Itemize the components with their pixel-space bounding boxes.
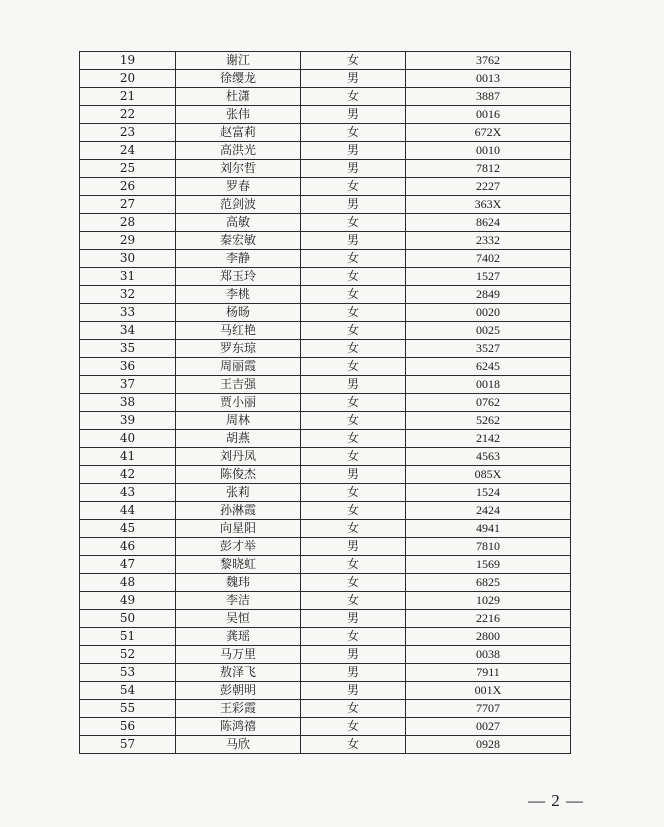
table-row (80, 376, 571, 394)
row-number-cell: 19 (80, 52, 176, 70)
id-suffix-cell: 4563 (406, 448, 571, 466)
name-cell: 周丽霞 (176, 358, 301, 376)
gender-cell: 男 (301, 610, 406, 628)
row-number-cell: 39 (80, 412, 176, 430)
row-number-cell: 31 (80, 268, 176, 286)
gender-cell: 女 (301, 628, 406, 646)
name-cell: 刘丹凤 (176, 448, 301, 466)
id-suffix-cell: 3887 (406, 88, 571, 106)
table-row (80, 448, 571, 466)
id-suffix-cell: 1527 (406, 268, 571, 286)
row-number-cell: 37 (80, 376, 176, 394)
gender-cell: 女 (301, 718, 406, 736)
gender-cell: 女 (301, 286, 406, 304)
gender-cell: 女 (301, 304, 406, 322)
table-row (80, 196, 571, 214)
id-suffix-cell: 672X (406, 124, 571, 142)
gender-cell: 女 (301, 430, 406, 448)
id-suffix-cell: 7812 (406, 160, 571, 178)
name-cell: 向星阳 (176, 520, 301, 538)
id-suffix-cell: 6825 (406, 574, 571, 592)
gender-cell: 女 (301, 358, 406, 376)
name-cell: 黎晓虹 (176, 556, 301, 574)
gender-cell: 女 (301, 556, 406, 574)
id-suffix-cell: 363X (406, 196, 571, 214)
table-row (80, 250, 571, 268)
table-row (80, 574, 571, 592)
name-cell: 谢江 (176, 52, 301, 70)
row-number-cell: 35 (80, 340, 176, 358)
row-number-cell: 44 (80, 502, 176, 520)
name-cell: 彭才举 (176, 538, 301, 556)
name-cell: 张莉 (176, 484, 301, 502)
table-row (80, 664, 571, 682)
row-number-cell: 21 (80, 88, 176, 106)
id-suffix-cell: 085X (406, 466, 571, 484)
gender-cell: 女 (301, 448, 406, 466)
name-cell: 彭朝明 (176, 682, 301, 700)
gender-cell: 女 (301, 520, 406, 538)
name-cell: 李洁 (176, 592, 301, 610)
gender-cell: 男 (301, 106, 406, 124)
gender-cell: 女 (301, 502, 406, 520)
gender-cell: 女 (301, 574, 406, 592)
row-number-cell: 32 (80, 286, 176, 304)
table-row (80, 142, 571, 160)
table-row (80, 52, 571, 70)
gender-cell: 女 (301, 700, 406, 718)
table-row (80, 232, 571, 250)
name-cell: 龚瑶 (176, 628, 301, 646)
name-cell: 张伟 (176, 106, 301, 124)
table-row (80, 124, 571, 142)
gender-cell: 男 (301, 682, 406, 700)
gender-cell: 男 (301, 70, 406, 88)
table-row (80, 322, 571, 340)
id-suffix-cell: 3527 (406, 340, 571, 358)
id-suffix-cell: 7707 (406, 700, 571, 718)
id-suffix-cell: 0016 (406, 106, 571, 124)
table-row (80, 160, 571, 178)
name-cell: 杜潇 (176, 88, 301, 106)
name-cell: 敖泽飞 (176, 664, 301, 682)
row-number-cell: 47 (80, 556, 176, 574)
id-suffix-cell: 6245 (406, 358, 571, 376)
row-number-cell: 50 (80, 610, 176, 628)
table-row (80, 178, 571, 196)
id-suffix-cell: 2849 (406, 286, 571, 304)
gender-cell: 男 (301, 232, 406, 250)
table-row (80, 502, 571, 520)
table-row (80, 106, 571, 124)
row-number-cell: 53 (80, 664, 176, 682)
gender-cell: 女 (301, 88, 406, 106)
id-suffix-cell: 0010 (406, 142, 571, 160)
row-number-cell: 22 (80, 106, 176, 124)
gender-cell: 女 (301, 268, 406, 286)
row-number-cell: 25 (80, 160, 176, 178)
name-cell: 周林 (176, 412, 301, 430)
row-number-cell: 28 (80, 214, 176, 232)
name-cell: 杨旸 (176, 304, 301, 322)
id-suffix-cell: 2216 (406, 610, 571, 628)
gender-cell: 女 (301, 592, 406, 610)
table-row (80, 304, 571, 322)
table-row (80, 88, 571, 106)
name-cell: 郑玉玲 (176, 268, 301, 286)
id-suffix-cell: 2332 (406, 232, 571, 250)
row-number-cell: 36 (80, 358, 176, 376)
table-row (80, 538, 571, 556)
name-cell: 贾小丽 (176, 394, 301, 412)
gender-cell: 女 (301, 340, 406, 358)
name-cell: 吴恒 (176, 610, 301, 628)
id-suffix-cell: 0762 (406, 394, 571, 412)
row-number-cell: 56 (80, 718, 176, 736)
row-number-cell: 42 (80, 466, 176, 484)
gender-cell: 女 (301, 214, 406, 232)
row-number-cell: 23 (80, 124, 176, 142)
name-cell: 高洪光 (176, 142, 301, 160)
table-row (80, 466, 571, 484)
id-suffix-cell: 1029 (406, 592, 571, 610)
id-suffix-cell: 5262 (406, 412, 571, 430)
name-cell: 孙淋霞 (176, 502, 301, 520)
gender-cell: 男 (301, 160, 406, 178)
table-row (80, 736, 571, 754)
table-row (80, 556, 571, 574)
row-number-cell: 41 (80, 448, 176, 466)
name-cell: 马红艳 (176, 322, 301, 340)
roster-table-body (80, 52, 571, 754)
row-number-cell: 46 (80, 538, 176, 556)
row-number-cell: 43 (80, 484, 176, 502)
id-suffix-cell: 0020 (406, 304, 571, 322)
table-row (80, 268, 571, 286)
row-number-cell: 26 (80, 178, 176, 196)
table-row (80, 214, 571, 232)
name-cell: 魏玮 (176, 574, 301, 592)
row-number-cell: 27 (80, 196, 176, 214)
table-row (80, 520, 571, 538)
name-cell: 李静 (176, 250, 301, 268)
gender-cell: 女 (301, 322, 406, 340)
row-number-cell: 55 (80, 700, 176, 718)
gender-cell: 女 (301, 124, 406, 142)
id-suffix-cell: 2142 (406, 430, 571, 448)
row-number-cell: 20 (80, 70, 176, 88)
id-suffix-cell: 0025 (406, 322, 571, 340)
name-cell: 高敏 (176, 214, 301, 232)
gender-cell: 女 (301, 412, 406, 430)
table-row (80, 718, 571, 736)
gender-cell: 女 (301, 250, 406, 268)
row-number-cell: 52 (80, 646, 176, 664)
table-row (80, 610, 571, 628)
gender-cell: 男 (301, 466, 406, 484)
gender-cell: 女 (301, 52, 406, 70)
name-cell: 马万里 (176, 646, 301, 664)
gender-cell: 男 (301, 664, 406, 682)
name-cell: 赵富莉 (176, 124, 301, 142)
id-suffix-cell: 4941 (406, 520, 571, 538)
name-cell: 胡燕 (176, 430, 301, 448)
row-number-cell: 40 (80, 430, 176, 448)
gender-cell: 男 (301, 538, 406, 556)
name-cell: 李桃 (176, 286, 301, 304)
gender-cell: 女 (301, 484, 406, 502)
row-number-cell: 34 (80, 322, 176, 340)
table-row (80, 484, 571, 502)
gender-cell: 女 (301, 394, 406, 412)
id-suffix-cell: 001X (406, 682, 571, 700)
gender-cell: 男 (301, 142, 406, 160)
roster-table (79, 51, 571, 754)
row-number-cell: 29 (80, 232, 176, 250)
name-cell: 马欣 (176, 736, 301, 754)
row-number-cell: 30 (80, 250, 176, 268)
gender-cell: 男 (301, 646, 406, 664)
table-row (80, 286, 571, 304)
name-cell: 罗东琼 (176, 340, 301, 358)
gender-cell: 男 (301, 376, 406, 394)
table-row (80, 412, 571, 430)
table-row (80, 628, 571, 646)
row-number-cell: 51 (80, 628, 176, 646)
id-suffix-cell: 1569 (406, 556, 571, 574)
gender-cell: 男 (301, 196, 406, 214)
table-row (80, 70, 571, 88)
id-suffix-cell: 7810 (406, 538, 571, 556)
id-suffix-cell: 0928 (406, 736, 571, 754)
name-cell: 范剑波 (176, 196, 301, 214)
id-suffix-cell: 8624 (406, 214, 571, 232)
id-suffix-cell: 2227 (406, 178, 571, 196)
name-cell: 王彩霞 (176, 700, 301, 718)
table-row (80, 430, 571, 448)
table-row (80, 700, 571, 718)
id-suffix-cell: 0018 (406, 376, 571, 394)
row-number-cell: 38 (80, 394, 176, 412)
row-number-cell: 49 (80, 592, 176, 610)
row-number-cell: 57 (80, 736, 176, 754)
table-row (80, 592, 571, 610)
table-row (80, 682, 571, 700)
table-row (80, 340, 571, 358)
id-suffix-cell: 0038 (406, 646, 571, 664)
id-suffix-cell: 1524 (406, 484, 571, 502)
id-suffix-cell: 2800 (406, 628, 571, 646)
name-cell: 秦宏敏 (176, 232, 301, 250)
name-cell: 王吉强 (176, 376, 301, 394)
row-number-cell: 33 (80, 304, 176, 322)
table-row (80, 646, 571, 664)
row-number-cell: 48 (80, 574, 176, 592)
gender-cell: 女 (301, 736, 406, 754)
row-number-cell: 45 (80, 520, 176, 538)
id-suffix-cell: 7911 (406, 664, 571, 682)
name-cell: 陈俊杰 (176, 466, 301, 484)
table-row (80, 394, 571, 412)
id-suffix-cell: 2424 (406, 502, 571, 520)
id-suffix-cell: 7402 (406, 250, 571, 268)
gender-cell: 女 (301, 178, 406, 196)
table-row (80, 358, 571, 376)
id-suffix-cell: 3762 (406, 52, 571, 70)
name-cell: 陈鸿禧 (176, 718, 301, 736)
id-suffix-cell: 0013 (406, 70, 571, 88)
name-cell: 罗春 (176, 178, 301, 196)
row-number-cell: 54 (80, 682, 176, 700)
page-number: — 2 — (528, 791, 584, 810)
name-cell: 刘尔哲 (176, 160, 301, 178)
name-cell: 徐缨龙 (176, 70, 301, 88)
row-number-cell: 24 (80, 142, 176, 160)
id-suffix-cell: 0027 (406, 718, 571, 736)
